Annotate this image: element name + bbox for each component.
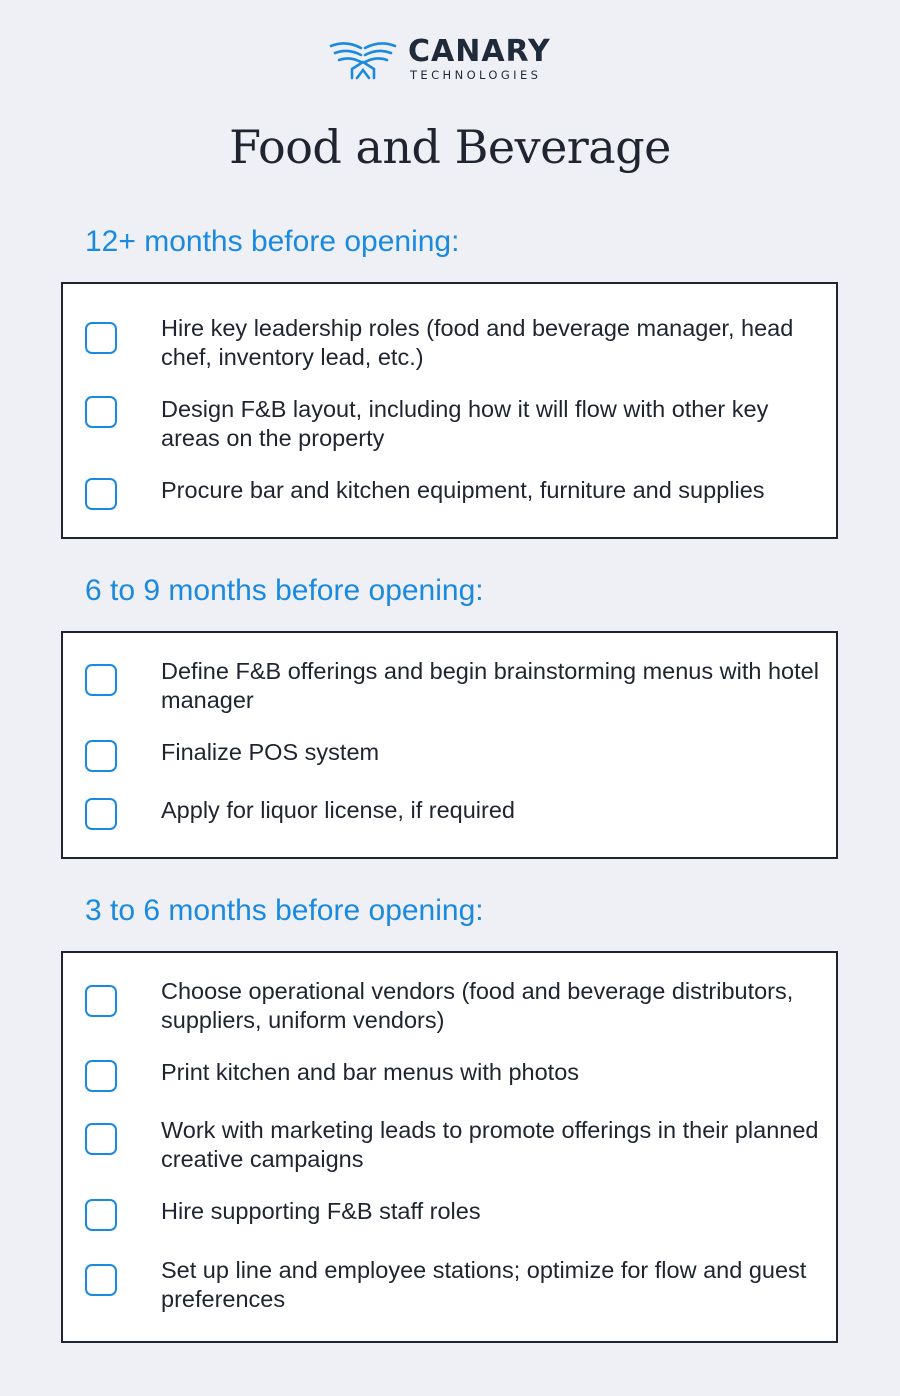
checklist-item-text: Hire key leadership roles (food and beverage manager, head chef, inventory lead, etc.) bbox=[161, 315, 794, 370]
brand-name: CANARY bbox=[408, 33, 551, 69]
checklist-item-text: Set up line and employee stations; optimize for flow and guest preferences bbox=[161, 1257, 807, 1312]
checkbox[interactable] bbox=[85, 798, 117, 830]
checklist-item-text: Design F&B layout, including how it will flow with other key areas on the property bbox=[161, 396, 769, 451]
checkbox[interactable] bbox=[85, 985, 117, 1017]
brand-tagline: TECHNOLOGIES bbox=[410, 67, 542, 82]
section-heading-6-to-9-months: 6 to 9 months before opening: bbox=[85, 574, 484, 607]
checklist-item-text: Finalize POS system bbox=[161, 739, 380, 765]
checklist-card-6-to-9-months bbox=[61, 631, 838, 859]
checkbox[interactable] bbox=[85, 1060, 117, 1092]
checkbox[interactable] bbox=[85, 1264, 117, 1296]
checklist-card-3-to-6-months bbox=[61, 951, 838, 1343]
brand-logo bbox=[328, 33, 551, 82]
section-heading-3-to-6-months: 3 to 6 months before opening: bbox=[85, 894, 484, 927]
checklist-item-text: Print kitchen and bar menus with photos bbox=[161, 1059, 580, 1085]
checkbox[interactable] bbox=[85, 396, 117, 428]
checkbox[interactable] bbox=[85, 478, 117, 510]
checkbox[interactable] bbox=[85, 1123, 117, 1155]
canary-wings-icon bbox=[328, 36, 398, 82]
checklist-card-12-months bbox=[61, 282, 838, 539]
checkbox[interactable] bbox=[85, 740, 117, 772]
checkbox[interactable] bbox=[85, 1199, 117, 1231]
checklist-item-text: Apply for liquor license, if required bbox=[161, 797, 515, 823]
section-heading-12-months: 12+ months before opening: bbox=[85, 225, 460, 258]
checklist-item-text: Work with marketing leads to promote offerings in their planned creative campaigns bbox=[161, 1117, 819, 1172]
checklist-item-text: Procure bar and kitchen equipment, furniture and supplies bbox=[161, 477, 765, 503]
page-title: Food and Beverage bbox=[229, 120, 671, 174]
checklist-item-text: Hire supporting F&B staff roles bbox=[161, 1198, 481, 1224]
checkbox[interactable] bbox=[85, 664, 117, 696]
checklist-item-text: Define F&B offerings and begin brainstorming menus with hotel manager bbox=[161, 658, 819, 713]
checkbox[interactable] bbox=[85, 322, 117, 354]
checklist-item-text: Choose operational vendors (food and beverage distributors, suppliers, uniform vendors) bbox=[161, 978, 794, 1033]
